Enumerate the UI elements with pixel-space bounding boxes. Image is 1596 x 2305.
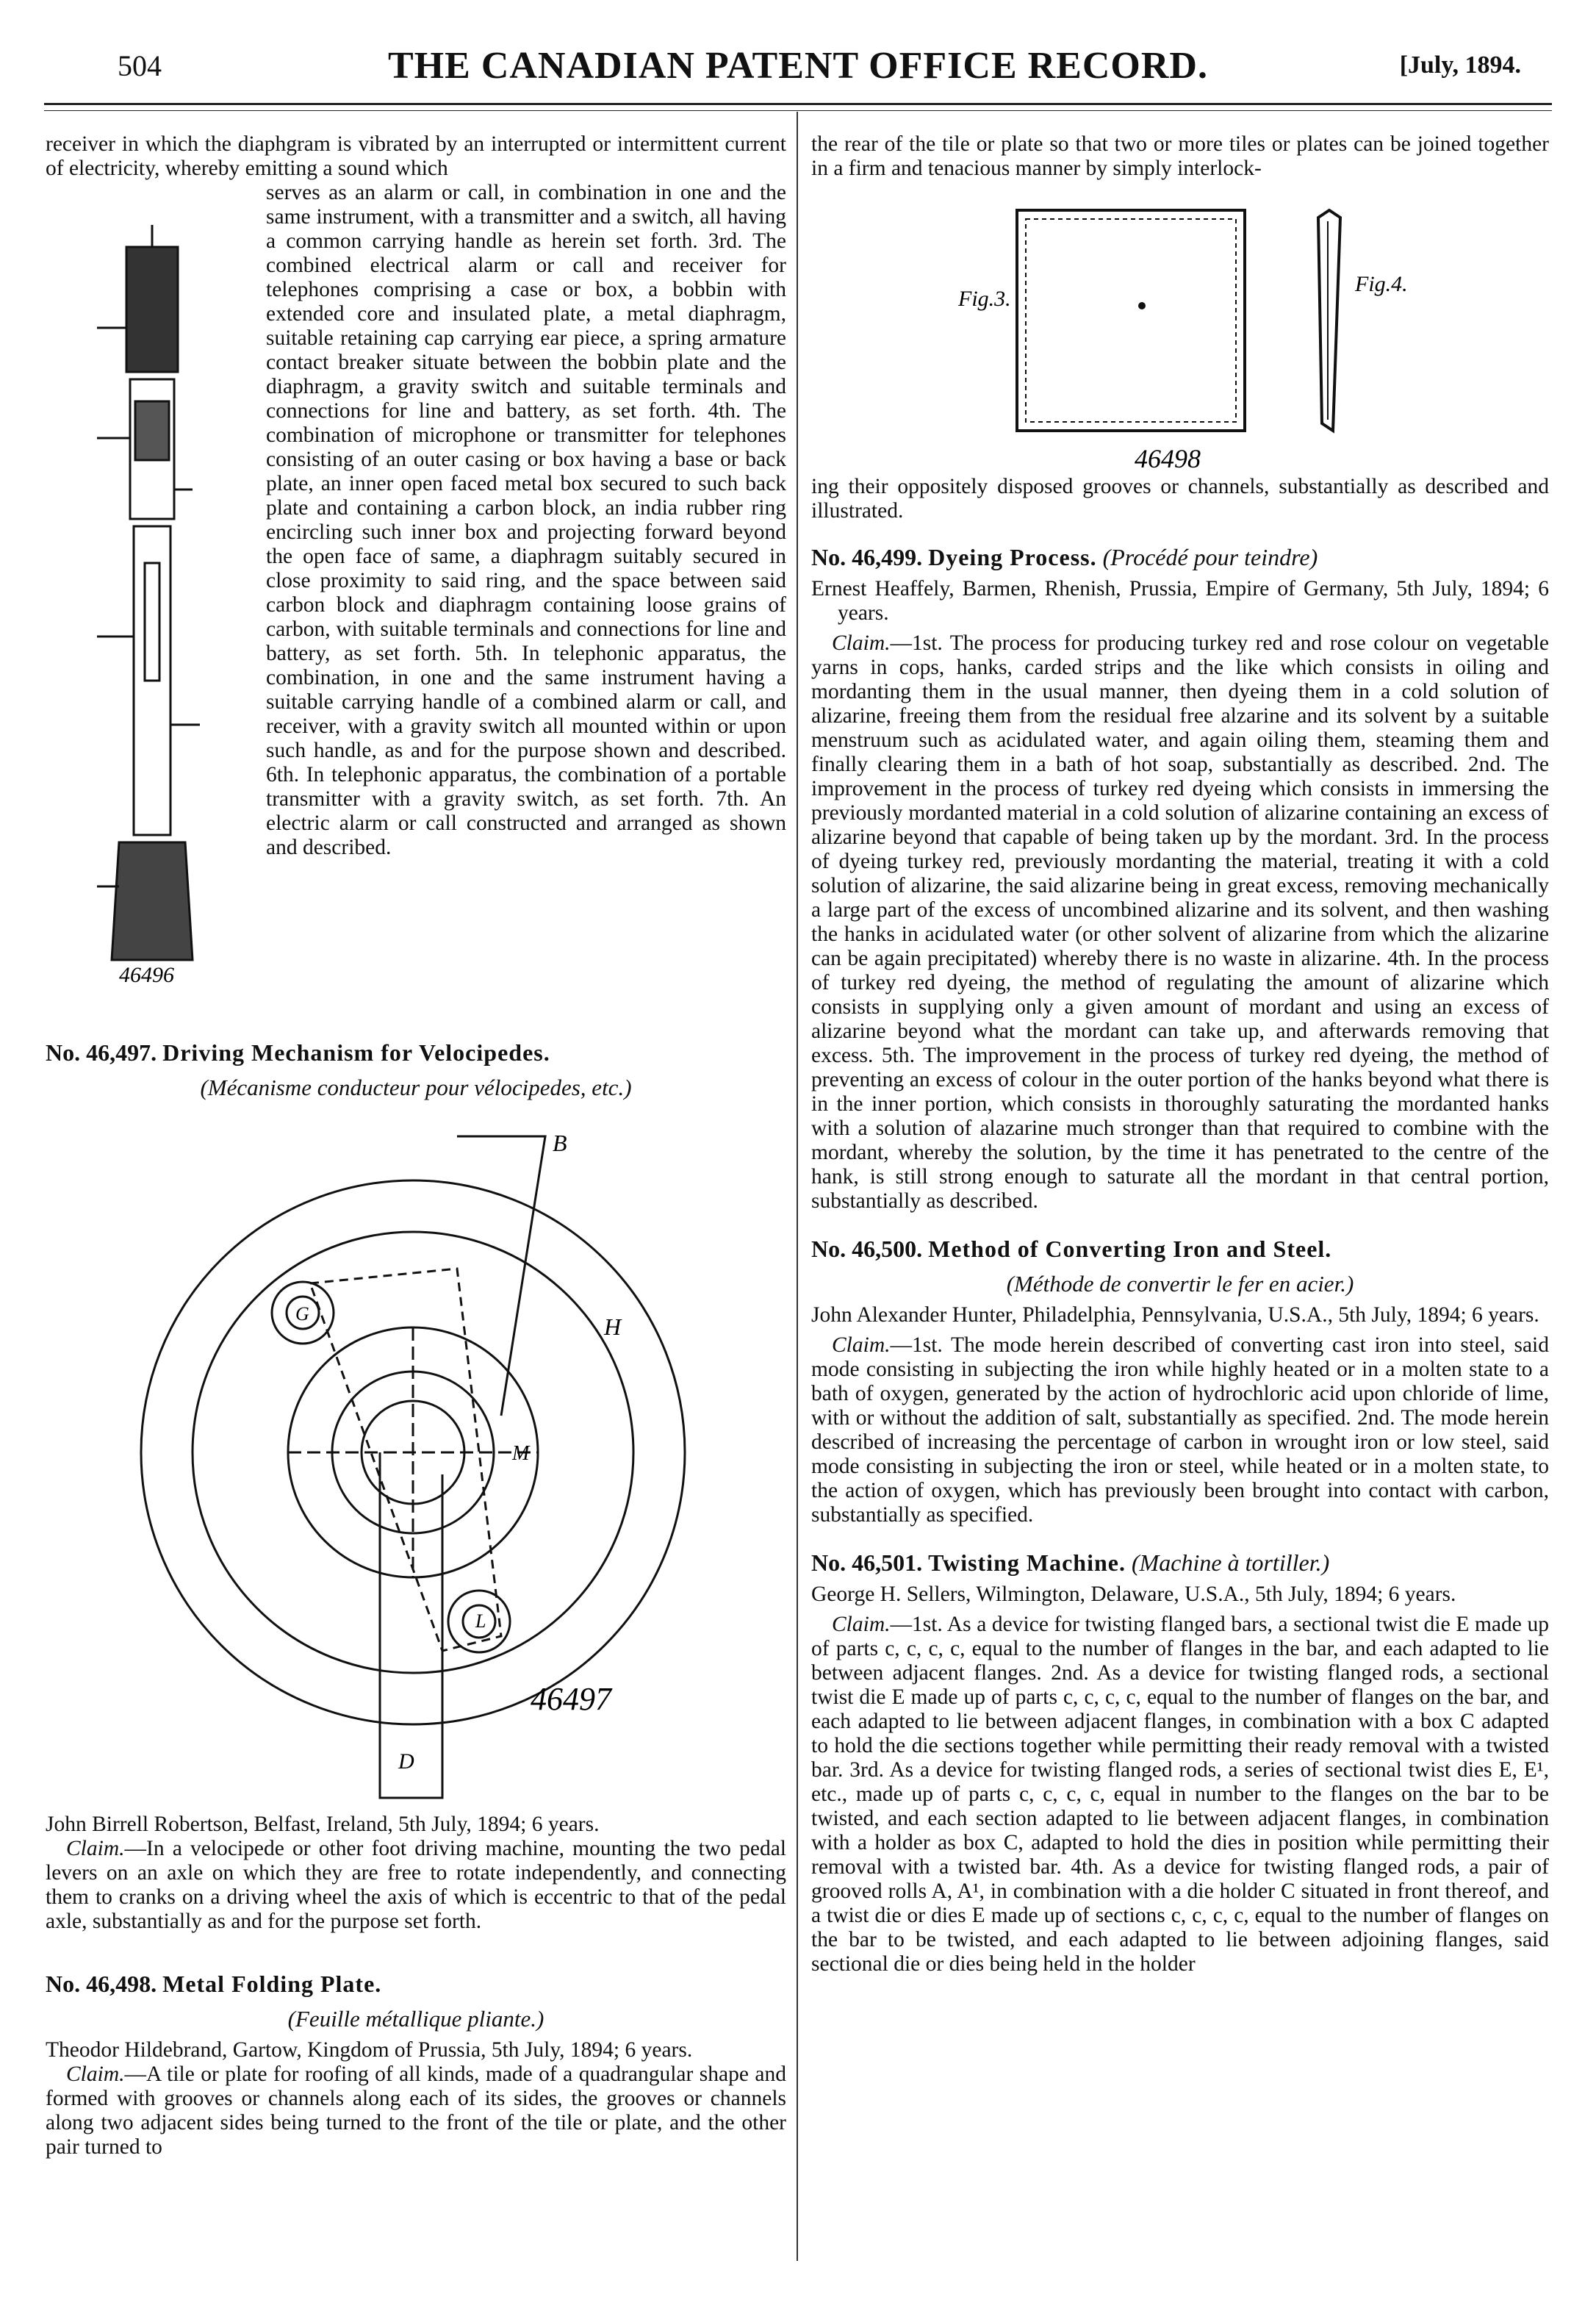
inventor-line: John Birrell Robertson, Belfast, Ireland, 5th July, 1894; 6 years. [46, 1813, 600, 1836]
svg-text:D: D [398, 1749, 414, 1774]
inventor-line: Theodor Hildebrand, Gartow, Kingdom of Prussia, 5th July, 1894; 6 years. [46, 2038, 693, 2062]
patent-number: No. 46,497. [46, 1039, 157, 1066]
claim-text: —In a velocipede or other foot driving machine, mounting the two pedal levers on an axle on which they are free to rotate independently, and connecting them to cranks on a driving wheel the axis of which is eccentric to that of the pedal axle, substantially as and for the purpose set forth. [46, 1837, 786, 1933]
claim-text: —A tile or plate for roofing of all kinds, made of a quadrangular shape and formed with grooves or channels along each of its sides, the grooves or channels along two adjacent sides being turned to the front of the tile or plate, and the other pair turned to [46, 2062, 786, 2159]
claim-text: —1st. As a device for twisting flanged bars, a sectional twist die E made up of parts c, c, c, c, equal to the number of flanges in the bar, and each adapted to lie between adjacent flanges. 2nd. As a device for twisting flanged rods, a sectional twist die E made up of parts c, c, c, c, equal to the number of flanges on the bar, and each adapted to lie between adjacent flanges, in combination with a box C adapted to hold the die sections together while permitting their ready removal with a twisted bar. 3rd. As a device for twisting flanged rods, a series of sectional twist dies E, E¹, etc., made up of parts c, c, c, c, equal in number to the flanges on the bar to be twisted, and each section adapted to lie between adjacent flanges, in combination with a holder as box C, adapted to hold the dies in position while permitting their removal with a twisted bar. 4th. As a device for twisting flanged rods, a pair of grooved rolls A, A¹, in combination with a die holder C situated in front thereof, and a twist die or dies E made up of sections c, c, c, c, equal to the number of flanges on the bar to be twisted, and each adapted to lie between adjoining flanges, said sectional die or dies being held in the holder [811, 1613, 1549, 1976]
svg-text:L: L [475, 1610, 486, 1632]
french-title: (Machine à tortiller.) [1131, 1549, 1330, 1576]
claim-label: Claim. [832, 1613, 891, 1636]
left-column [46, 132, 786, 2159]
inventor-line: George H. Sellers, Wilmington, Delaware, U.S.A., 5th July, 1894; 6 years. [811, 1582, 1456, 1606]
claim-text: —1st. The process for producing turkey red and rose colour on vegetable yarns in cops, hanks, carded strips and the like which consists in oiling and mordanting them in the usual manner, then dyeing them in a cold solution of alizarine, freeing them from the residual free alzarine and its solvent by a suitable menstruum such as acidulated water, and again oiling them, steaming them and finally clearing them in a bath of hot soap, substantially as described. 2nd. The improvement in the process of turkey red dyeing which consists in immersing the previously mordanted material in a cold solution of alizarine containing an excess of alizarine beyond that capable of being taken up by the mordant. 3rd. In the process of dyeing turkey red, previously mordanting the material, treating it with a cold solution of alizarine, the said alizarine being in great excess, removing mechanically a large part of the excess of uncombined alizarine and its solvent, and then washing the hanks in acidulated water (or other solvent of alizarine from which the alizarine can be again precipitated) whereby there is no waste in alizarine. 4th. In the process of turkey red dyeing, the method of regulating the amount of alizarine which consists in supplying only a given amount of mordant and using an excess of alizarine beyond what the mordant can take up, and afterwards removing that excess. 5th. The improvement in the process of turkey red dyeing, the method of preventing an excess of colour in the outer portion of the hanks beyond what there is in the inner portion, which consists in thoroughly saturating the mordanted hanks with a solution of alazarine much stronger than that required to combine with the mordant, whereby the solution, by the time it has penetrated to the centre of the hank, is still strong enough to saturate all the mordant in that central portion, substantially as described. [811, 631, 1549, 1213]
svg-text:B: B [553, 1130, 567, 1156]
svg-text:H: H [604, 1313, 622, 1340]
french-title: (Méthode de convertir le fer en acier.) [1006, 1271, 1354, 1297]
continued-claim-wrap: serves as an alarm or call, in combination in one and the same instrument, with a transmitter and a switch, all having a common carrying handle as herein set forth. 3rd. The combined electrical alarm or call and receiver for telephones comprising a case or box, a bobbin with extended core and insulated plate, a metal diaphragm, suitable retaining cap carrying ear piece, a spring armature contact breaker situate between the bobbin plate and the diaphragm, a gravity switch and suitable terminals and connections for line and battery, as set forth. 4th. The combination of microphone or transmitter for telephones consisting of an outer casing or box having a base or back plate, an inner open faced metal box secured to such back plate and containing a carbon block, an india rubber ring encircling such inner box and projecting forward beyond the open face of same, a diaphragm suitably secured in close proximity to said ring, and the space between said carbon block and diaphragm containing loose grains of carbon, with suitable terminals and connections for line and battery, as set forth. 5th. In telephonic apparatus, the combination, in one and the same instrument having a suitable carrying handle of a combined alarm or call, and receiver, with a gravity switch all mounted within or upon such handle, as and for the purpose shown and described. 6th. In telephonic apparatus, the combination of a portable transmitter with a gravity switch, as set forth. 7th. An electric alarm or call constructed and arranged as shown and described. [266, 181, 786, 859]
tile-figure-block [811, 181, 1549, 475]
entry-heading-46501 [811, 1551, 1549, 1575]
inventor-line: John Alexander Hunter, Philadelphia, Pennsylvania, U.S.A., 5th July, 1894; 6 years. [811, 1303, 1539, 1327]
journal-title: THE CANADIAN PATENT OFFICE RECORD. [388, 45, 1208, 87]
claim-label: Claim. [832, 1333, 891, 1357]
patent-number: No. 46,498. [46, 1971, 157, 1997]
entry-heading-46497 [46, 1041, 786, 1065]
continued-claim-text: the rear of the tile or plate so that two or more tiles or plates can be joined together in a firm and tenacious manner by simply interlock- [811, 132, 1549, 180]
header-rule [44, 103, 1552, 105]
tile-figure [921, 188, 1436, 482]
patent-title: Metal Folding Plate. [162, 1971, 382, 1997]
svg-text:M: M [512, 1442, 530, 1465]
issue-date: [July, 1894. [1399, 51, 1521, 79]
fig3-label: Fig.3. [958, 287, 1011, 311]
sprocket-figure [90, 1107, 751, 1805]
tile-figure-label: 46498 [1135, 444, 1201, 473]
claim-label: Claim. [66, 1837, 125, 1860]
patent-title: Method of Converting Iron and Steel. [928, 1236, 1332, 1262]
continued-claim-text: receiver in which the diaphgram is vibrated by an interrupted or intermittent current of electricity, whereby emitting a sound which [46, 132, 786, 180]
entry-heading-46500 [811, 1237, 1549, 1261]
handset-figure [46, 181, 229, 989]
claim-label: Claim. [832, 631, 891, 655]
french-title: (Feuille métallique pliante.) [287, 2006, 544, 2032]
column-divider [797, 112, 798, 2261]
patent-number: No. 46,500. [811, 1236, 923, 1262]
french-title: (Mécanisme conducteur pour vélocipedes, etc.) [200, 1075, 632, 1100]
patent-title: Driving Mechanism for Velocipedes. [162, 1039, 550, 1066]
entry-heading-46499 [811, 545, 1549, 570]
claim-text: —1st. The mode herein described of converting cast iron into steel, said mode consisting in subjecting the iron while highly heated or in a molten state to a bath of oxygen, generated by the action of hydrochloric acid upon chloride of lime, with or without the addition of salt, substantially as specified. 2nd. The mode herein described of increasing the percentage of carbon in wrought iron or low steel, said mode consisting in subjecting the iron or steel, while heated or in a molten state, to the action of oxygen, which has previously been brought into contact with carbon, substantially as specified. [811, 1333, 1549, 1527]
page-header [44, 44, 1552, 96]
entry-heading-46498 [46, 1972, 786, 1996]
sprocket-figure-block [46, 1107, 786, 1805]
french-title: (Procédé pour teindre) [1102, 544, 1318, 570]
sprocket-figure-label: 46497 [531, 1681, 611, 1717]
patent-title: Dyeing Process. [928, 544, 1097, 570]
claim-label: Claim. [66, 2062, 125, 2086]
svg-text:G: G [295, 1303, 309, 1324]
continued-claim-text-2: ing their oppositely disposed grooves or channels, substantially as described and illustrated. [811, 475, 1549, 523]
patent-title: Twisting Machine. [928, 1549, 1126, 1576]
handset-block [46, 181, 786, 1013]
handset-figure-label: 46496 [119, 963, 174, 987]
patent-number: No. 46,499. [811, 544, 923, 570]
patent-number: No. 46,501. [811, 1549, 923, 1576]
inventor-line: Ernest Heaffely, Barmen, Rhenish, Prussia, Empire of Germany, 5th July, 1894; 6 years. [811, 577, 1549, 625]
page-number: 504 [118, 49, 162, 82]
fig4-label: Fig.4. [1355, 272, 1408, 296]
right-column [811, 132, 1549, 1976]
header-rule-thin [44, 110, 1552, 111]
